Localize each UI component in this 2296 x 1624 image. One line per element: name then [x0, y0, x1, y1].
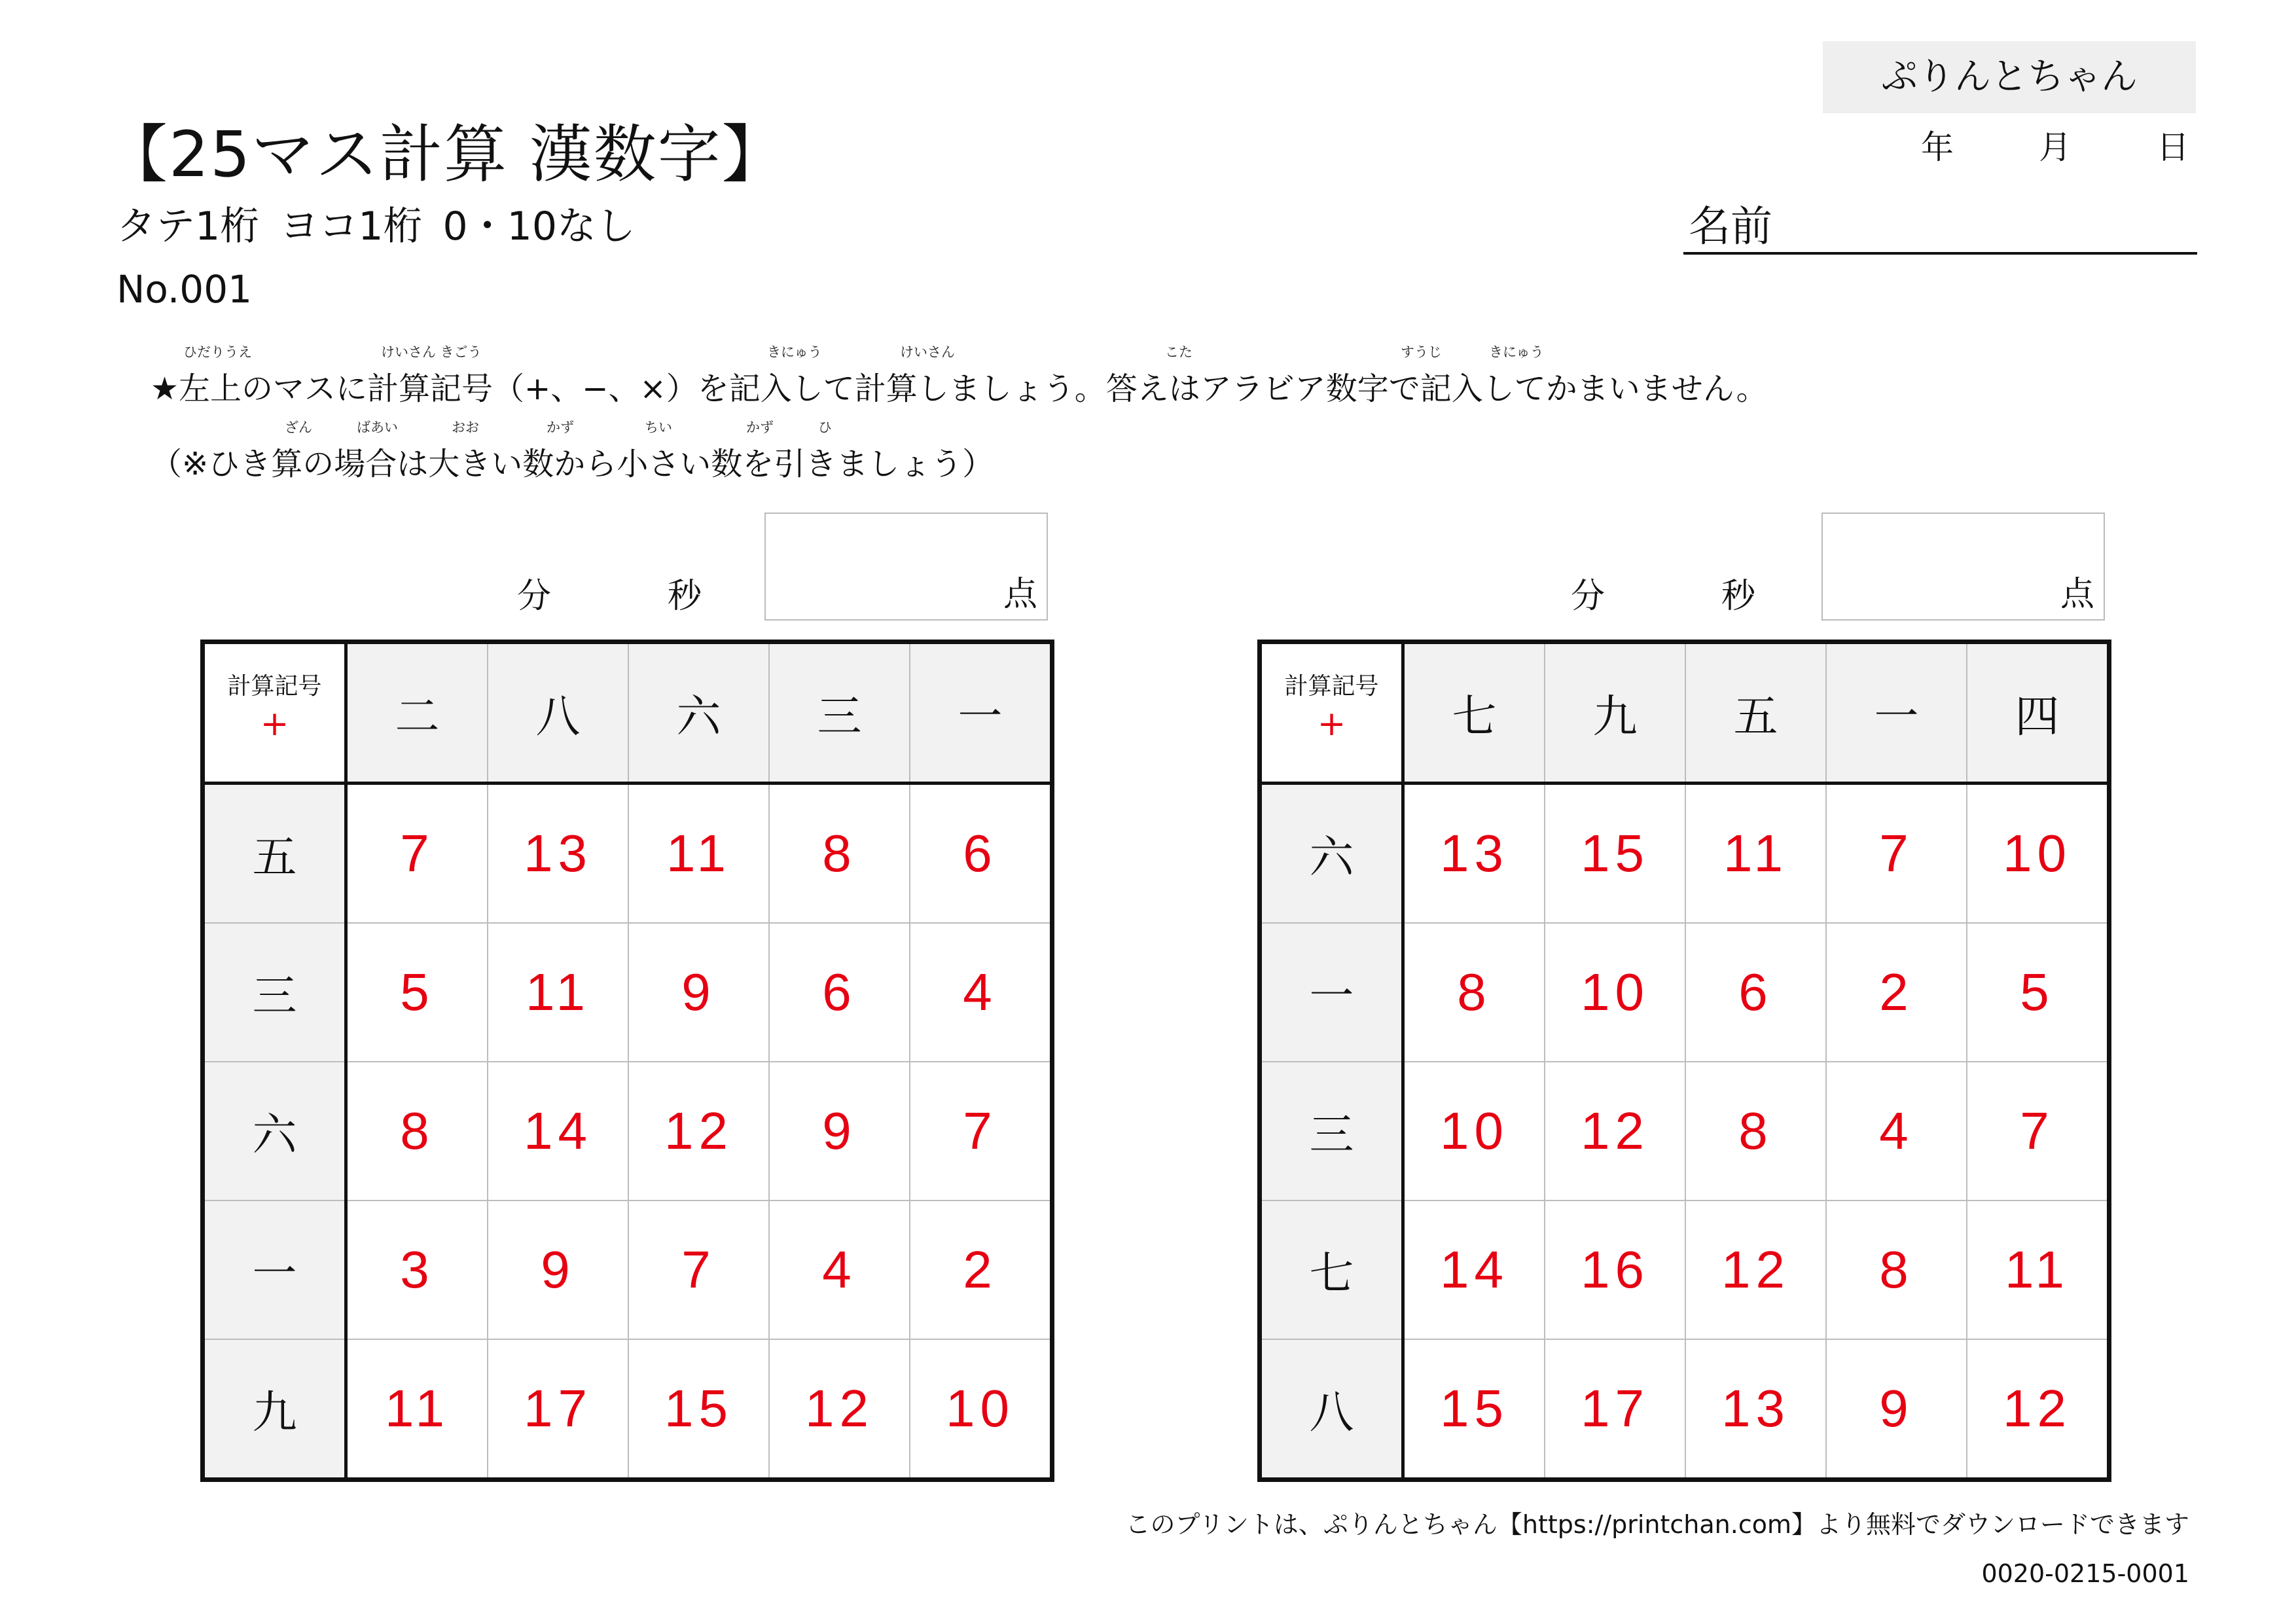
row-header: 五 — [203, 784, 346, 924]
answer-cell[interactable]: 11 — [628, 784, 769, 924]
answer-cell[interactable]: 9 — [488, 1200, 628, 1339]
answer-cell[interactable]: 8 — [346, 1062, 488, 1200]
brand-label: ぷりんとちゃん — [1823, 41, 2196, 113]
operator-symbol: + — [1317, 704, 1346, 744]
answer-cell[interactable]: 11 — [346, 1339, 488, 1480]
answer-cell[interactable]: 8 — [1826, 1200, 1967, 1339]
row-header: 三 — [1260, 1062, 1403, 1200]
ruby-text: けいさん — [900, 344, 955, 360]
row-header: 六 — [203, 1062, 346, 1200]
answer-cell[interactable]: 15 — [1545, 784, 1685, 924]
ruby-text: けいさん きごう — [381, 344, 482, 360]
answer-cell[interactable]: 4 — [910, 923, 1052, 1062]
answer-cell[interactable]: 4 — [769, 1200, 910, 1339]
answer-cell[interactable]: 15 — [628, 1339, 769, 1480]
answer-cell[interactable]: 14 — [488, 1062, 628, 1200]
answer-cell[interactable]: 8 — [1685, 1062, 1826, 1200]
answer-cell[interactable]: 12 — [769, 1339, 910, 1480]
answer-cell[interactable]: 3 — [346, 1200, 488, 1339]
corner-label: 計算記号 — [227, 673, 322, 700]
answer-cell[interactable]: 8 — [1403, 923, 1545, 1062]
column-header: 四 — [1967, 642, 2109, 784]
answer-cell[interactable]: 6 — [910, 784, 1052, 924]
answer-cell[interactable]: 6 — [769, 923, 910, 1062]
answer-cell[interactable]: 7 — [628, 1200, 769, 1339]
answer-cell[interactable]: 10 — [1967, 784, 2109, 924]
minutes-label: 分 — [517, 577, 552, 616]
answer-cell[interactable]: 10 — [1545, 923, 1685, 1062]
answer-cell[interactable]: 11 — [488, 923, 628, 1062]
row-header: 八 — [1260, 1339, 1403, 1480]
instruction-line-2: （※ひき算の場合は大きい数から小さい数を引きましょう） — [151, 446, 994, 482]
column-header: 三 — [769, 642, 910, 784]
name-label: 名前 — [1689, 203, 1772, 251]
page-title: 【25マス計算 漢数字】 — [105, 118, 786, 191]
ruby-text: ちい — [645, 420, 672, 435]
ruby-text: おお — [452, 420, 479, 435]
date-month-label: 月 — [2039, 128, 2072, 166]
row-header: 一 — [1260, 923, 1403, 1062]
ruby-text: こた — [1165, 344, 1193, 360]
answer-cell[interactable]: 12 — [628, 1062, 769, 1200]
ruby-text: かず — [547, 420, 574, 435]
ruby-text: すうじ — [1401, 344, 1442, 360]
ruby-text: ばあい — [357, 420, 398, 435]
row-header: 七 — [1260, 1200, 1403, 1339]
ruby-text: きにゅう — [767, 344, 822, 360]
calc-grid-2 — [1257, 640, 2111, 1482]
operator-cell[interactable] — [203, 642, 346, 784]
column-header: 九 — [1545, 642, 1685, 784]
ruby-text: ひ — [818, 420, 832, 435]
operator-symbol: + — [260, 704, 289, 744]
ruby-text: きにゅう — [1489, 344, 1544, 360]
operator-cell[interactable] — [1260, 642, 1403, 784]
corner-label: 計算記号 — [1284, 673, 1379, 700]
calc-grid-1 — [200, 640, 1054, 1482]
column-header: 一 — [910, 642, 1052, 784]
points-label: 点 — [1003, 575, 1037, 614]
sheet-code: 0020-0215-0001 — [1981, 1559, 2189, 1588]
ruby-text: ざん — [285, 420, 312, 435]
answer-cell[interactable]: 14 — [1403, 1200, 1545, 1339]
instruction-line-1: ★左上のマスに計算記号（+、−、×）を記入して計算しましょう。答えはアラビア数字で記入してかまいません。 — [151, 370, 1768, 407]
answer-cell[interactable]: 11 — [1685, 784, 1826, 924]
answer-cell[interactable]: 7 — [1826, 784, 1967, 924]
footer-note: このプリントは、ぷりんとちゃん【https://printchan.com】より無料でダウンロードできます — [1125, 1510, 2189, 1539]
answer-cell[interactable]: 7 — [346, 784, 488, 924]
date-day-label: 日 — [2157, 128, 2189, 166]
score-box[interactable] — [764, 513, 1048, 621]
ruby-text: かず — [746, 420, 774, 435]
answer-cell[interactable]: 9 — [769, 1062, 910, 1200]
answer-cell[interactable]: 9 — [628, 923, 769, 1062]
score-box[interactable] — [1821, 513, 2105, 621]
column-header: 五 — [1685, 642, 1826, 784]
row-header: 六 — [1260, 784, 1403, 924]
answer-cell[interactable]: 4 — [1826, 1062, 1967, 1200]
answer-cell[interactable]: 13 — [488, 784, 628, 924]
date-year-label: 年 — [1921, 128, 1954, 166]
column-header: 二 — [346, 642, 488, 784]
column-header: 一 — [1826, 642, 1967, 784]
answer-cell[interactable]: 13 — [1685, 1339, 1826, 1480]
page-subtitle: タテ1桁 ヨコ1桁 0・10なし — [117, 204, 636, 249]
answer-cell[interactable]: 17 — [488, 1339, 628, 1480]
seconds-label: 秒 — [668, 577, 702, 616]
row-header: 三 — [203, 923, 346, 1062]
name-field-line[interactable] — [1683, 252, 2197, 255]
answer-cell[interactable]: 8 — [769, 784, 910, 924]
column-header: 六 — [628, 642, 769, 784]
row-header: 一 — [203, 1200, 346, 1339]
answer-cell[interactable]: 6 — [1685, 923, 1826, 1062]
answer-cell[interactable]: 13 — [1403, 784, 1545, 924]
column-header: 八 — [488, 642, 628, 784]
column-header: 七 — [1403, 642, 1545, 784]
seconds-label: 秒 — [1721, 577, 1756, 616]
answer-cell[interactable]: 15 — [1403, 1339, 1545, 1480]
sheet-number: No.001 — [117, 267, 252, 312]
ruby-text: ひだりうえ — [183, 344, 252, 360]
answer-cell[interactable]: 10 — [1403, 1062, 1545, 1200]
answer-cell[interactable]: 12 — [1545, 1062, 1685, 1200]
row-header: 九 — [203, 1339, 346, 1480]
answer-cell[interactable]: 7 — [1967, 1062, 2109, 1200]
answer-cell[interactable]: 5 — [346, 923, 488, 1062]
date-row — [1823, 121, 2196, 167]
answer-cell[interactable]: 17 — [1545, 1339, 1685, 1480]
answer-cell[interactable]: 10 — [910, 1339, 1052, 1480]
answer-cell[interactable]: 12 — [1967, 1339, 2109, 1480]
answer-cell[interactable]: 2 — [1826, 923, 1967, 1062]
answer-cell[interactable]: 16 — [1545, 1200, 1685, 1339]
answer-cell[interactable]: 2 — [910, 1200, 1052, 1339]
answer-cell[interactable]: 12 — [1685, 1200, 1826, 1339]
answer-cell[interactable]: 7 — [910, 1062, 1052, 1200]
answer-cell[interactable]: 5 — [1967, 923, 2109, 1062]
answer-cell[interactable]: 9 — [1826, 1339, 1967, 1480]
minutes-label: 分 — [1571, 577, 1605, 616]
points-label: 点 — [2060, 575, 2094, 614]
answer-cell[interactable]: 11 — [1967, 1200, 2109, 1339]
